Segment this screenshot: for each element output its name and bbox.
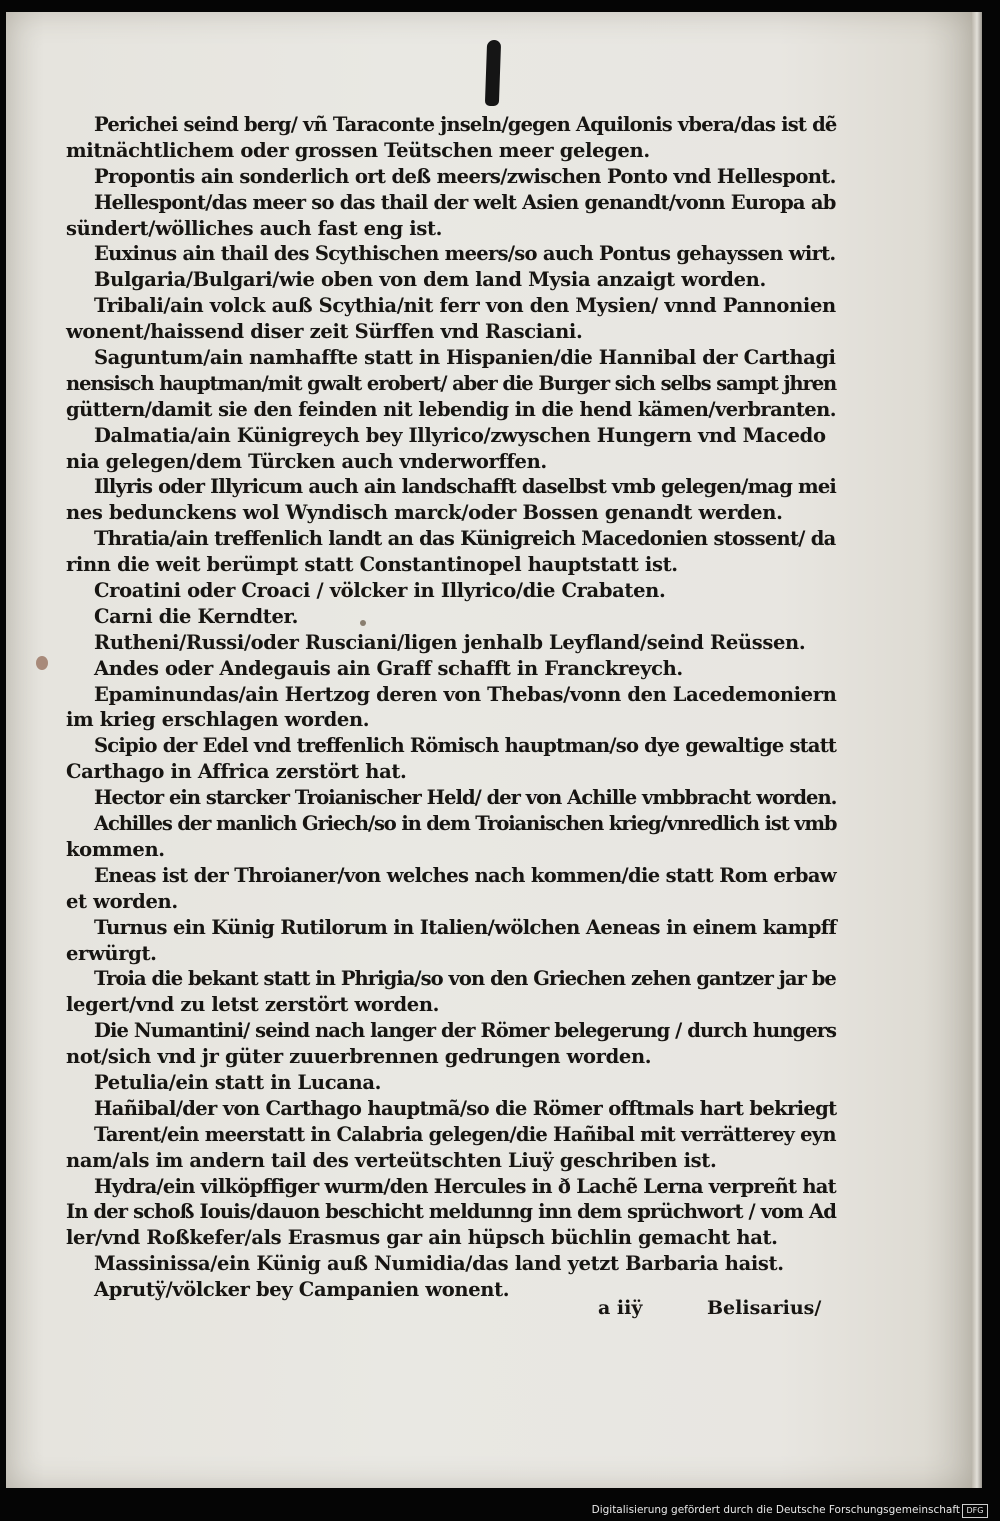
- text-line: erwürgt.: [66, 941, 157, 965]
- text-line: Tribali/ain volck auß Scythia/nit ferr von den Mysien/ vnnd Pannonien: [94, 294, 836, 318]
- text-line: Carthago in Affrica zerstört hat.: [66, 760, 407, 784]
- paper-stain: [36, 656, 48, 670]
- body-text: [66, 112, 836, 1303]
- text-line: Eneas ist der Throianer/von welches nach kommen/die statt Rom erbaw: [94, 863, 836, 887]
- text-line: Saguntum/ain namhaffte statt in Hispanien/die Hannibal der Carthagi: [94, 346, 836, 370]
- text-line: im krieg erschlagen worden.: [66, 708, 370, 732]
- text-line: Hector ein starcker Troianischer Held/ der von Achille vmbbracht worden.: [94, 786, 837, 810]
- text-line: Perichei seind berg/ vñ Taraconte jnseln/gegen Aquilonis vbera/das ist dẽ: [94, 113, 837, 136]
- dfg-logo: DFG: [962, 1504, 988, 1518]
- text-line: Croatini oder Croaci / völcker in Illyrico/die Crabaten.: [94, 579, 666, 603]
- text-line: Andes oder Andegauis ain Graff schafft in Franckreych.: [94, 656, 683, 680]
- text-line: ler/vnd Roßkefer/als Erasmus gar ain hüpsch büchlin gemacht hat.: [66, 1226, 778, 1250]
- text-line: kommen.: [66, 837, 165, 861]
- text-line: mitnächtlichem oder grossen Teütschen meer gelegen.: [66, 138, 650, 162]
- text-line: Epaminundas/ain Hertzog deren von Thebas/vonn den Lacedemoniern: [94, 682, 837, 706]
- signature-mark: a iiÿ: [598, 1297, 643, 1319]
- text-line: nam/als im andern tail des verteütschten Liuÿ geschriben ist.: [66, 1148, 717, 1172]
- text-line: Propontis ain sonderlich ort deß meers/zwischen Ponto vnd Hellespont.: [94, 164, 836, 188]
- text-line: Scipio der Edel vnd treffenlich Römisch hauptman/so dye gewaltige statt: [94, 734, 837, 758]
- text-line: Aprutÿ/völcker bey Campanien wonent.: [94, 1278, 510, 1302]
- text-line: Euxinus ain thail des Scythischen meers/so auch Pontus gehayssen wirt.: [94, 242, 836, 266]
- text-line: Troia die bekant statt in Phrigia/so von den Griechen zehen gantzer jar be: [94, 967, 836, 991]
- text-line: Achilles der manlich Griech/so in dem Troianischen krieg/vnredlich ist vmb: [94, 812, 837, 836]
- text-line: nensisch hauptman/mit gwalt erobert/ aber die Burger sich selbs sampt jhren: [66, 371, 837, 395]
- text-line: rinn die weit berümpt statt Constantinopel hauptstatt ist.: [66, 553, 678, 577]
- text-line: legert/vnd zu letst zerstört worden.: [66, 993, 440, 1017]
- page-edge: [972, 12, 982, 1488]
- text-line: In der schoß Iouis/dauon beschicht meldunng inn dem sprüchwort / vom Ad: [66, 1200, 837, 1224]
- text-line: Rutheni/Russi/oder Rusciani/ligen jenhalb Leyfland/seind Reüssen.: [94, 630, 806, 654]
- text-line: wonent/haissend diser zeit Sürffen vnd Rasciani.: [66, 320, 583, 344]
- text-line: Die Numantini/ seind nach langer der Römer belegerung / durch hungers: [94, 1019, 837, 1043]
- text-line: et worden.: [66, 889, 178, 913]
- text-line: nes bedunckens wol Wyndisch marck/oder Bossen genandt werden.: [66, 501, 783, 525]
- digitization-credit: Digitalisierung gefördert durch die Deutsche Forschungsgemeinschaft: [591, 1504, 960, 1516]
- text-line: nia gelegen/dem Türcken auch vnderworffen.: [66, 449, 547, 473]
- text-line: Illyris oder Illyricum auch ain landschafft daselbst vmb gelegen/mag mei: [94, 475, 836, 499]
- text-line: Carni die Kerndter.: [94, 604, 299, 628]
- text-line: Petulia/ein statt in Lucana.: [94, 1070, 382, 1094]
- text-line: sündert/wölliches auch fast eng ist.: [66, 216, 443, 240]
- text-line: Hellespont/das meer so das thail der welt Asien genandt/vonn Europa ab: [94, 190, 836, 214]
- catchword: Belisarius/: [707, 1297, 822, 1319]
- text-line: Hañibal/der von Carthago hauptmã/so die Römer offtmals hart bekriegt: [94, 1096, 837, 1120]
- text-line: Hydra/ein vilköpffiger wurm/den Hercules in ð Lachẽ Lerna verpreñt hat: [94, 1174, 836, 1198]
- text-line: not/sich vnd jr güter zuuerbrennen gedrungen worden.: [66, 1045, 652, 1069]
- text-line: Tarent/ein meerstatt in Calabria gelegen/die Hañibal mit verrätterey eyn: [94, 1122, 836, 1146]
- text-line: Bulgaria/Bulgari/wie oben von dem land Mysia anzaigt worden.: [94, 268, 766, 292]
- text-line: Thratia/ain treffenlich landt an das Künigreich Macedonien stossent/ da: [94, 527, 836, 551]
- text-line: Turnus ein Künig Rutilorum in Italien/wölchen Aeneas in einem kampff: [94, 915, 837, 939]
- text-line: güttern/damit sie den feinden nit lebendig in die hend kämen/verbranten.: [66, 397, 836, 421]
- text-line: Massinissa/ein Künig auß Numidia/das land yetzt Barbaria haist.: [94, 1252, 784, 1276]
- folio-mark: [485, 40, 501, 106]
- text-line: Dalmatia/ain Künigreych bey Illyrico/zwyschen Hungern vnd Macedo: [94, 423, 826, 447]
